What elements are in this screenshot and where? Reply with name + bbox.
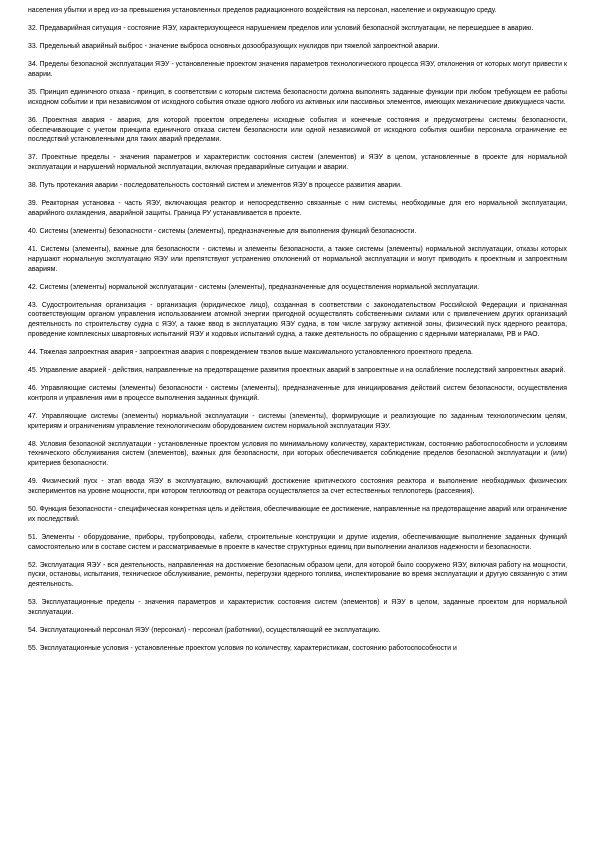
paragraph-continuation: населения убытки и вред из-за превышения установленных пределов радиационного воздействия на персонал, население и окружающую среду. [28,7,497,14]
definition-47: 47. Управляющие системы (элементы) нормальной эксплуатации - системы (элементы), формирующие и реализующие по заданным технологическим целям, критериям и ограничениям управление технологическим оборудованием систем нормальной эксплуатации ЯЭУ. [28,412,567,430]
definition-36: 36. Проектная авария - авария, для которой проектом определены исходные события и конечные состояния и предусмотрены системы безопасности, обеспечивающие с учетом принципа единичного отказа систем безопасности или одной независимой от исходного события ошибки персонала ограничение ее последствий установленными для таких аварий пределами. [28,116,567,144]
definition-33: 33. Предельный аварийный выброс - значение выброса основных дозообразующих нуклидов при тяжелой запроектной аварии. [28,43,440,51]
definition-38: 38. Путь протекания аварии - последовательность состояний систем и элементов ЯЭУ в процессе развития аварии. [28,182,402,190]
definition-48: 48. Условия безопасной эксплуатации - установленные проектом условия по минимальному количеству, характеристикам, состоянию работоспособности и условиям технического обслуживания систем (элементов), важных для безопасности, при которых обеспечивается соблюдение пределов безопасной эксплуатации и (или) критериев безопасности. [28,440,567,468]
definition-34: 34. Пределы безопасной эксплуатации ЯЭУ - установленные проектом значения параметров технологического процесса ЯЭУ, отклонения от которых могут привести к аварии. [28,61,567,78]
definition-40: 40. Системы (элементы) безопасности - системы (элементы), предназначенные для выполнения функций безопасности. [28,228,417,236]
definition-37: 37. Проектные пределы - значения параметров и характеристик состояния систем (элементов) и ЯЭУ в целом, установленные в проекте для нормальной эксплуатации и нарушений нормальной эксплуатации, включая предаварийные ситуации и аварии. [28,154,567,172]
definition-41: 41. Системы (элементы), важные для безопасности - системы и элементы безопасности, а также системы (элементы) нормальной эксплуатации, отказы которых нарушают нормальную эксплуатацию ЯЭУ или препятствуют устранению отклонений от нормальной эксплуатации и могут приводить к проектным и запроектным авариям. [28,246,567,273]
definition-43: 43. Судостроительная организация - организация (юридическое лицо), созданная в соответствии с законодательством Российской Федерации и признанная соответствующим органом управления использованием атомной энергии пригодной осуществлять собственными силами или с привлечением других организаций деятельность по строительству судна с ЯЭУ, а также ввод в эксплуатацию ЯЭУ судна, в том числе загрузку активной зоны, физический пуск ядерного реактора, проведение комплексных швартовных испытаний ЯЭУ и ходовых испытаний судна, а также деятельность по обращению с ядерными материалами, РВ и РАО. [28,301,567,338]
definition-46: 46. Управляющие системы (элементы) безопасности - системы (элементы), предназначенные для инициирования действий систем безопасности, осуществления контроля и управления ими в процессе выполнения заданных функций. [28,385,567,402]
definition-50: 50. Функция безопасности - специфическая конкретная цель и действия, обеспечивающие ее достижение, направленные на предотвращение аварий или ограничение их последствий. [28,506,567,523]
definition-53: 53. Эксплуатационные пределы - значения параметров и характеристик состояния систем (элементов) и ЯЭУ в целом, заданные проектом для нормальной эксплуатации. [28,599,567,616]
definition-45: 45. Управление аварией - действия, направленные на предотвращение развития проектных аварий в запроектные и на ослабление последствий запроектных аварий. [28,367,566,375]
definition-39: 39. Реакторная установка - часть ЯЭУ, включающая реактор и непосредственно связанные с ним системы, необходимые для его нормальной эксплуатации, аварийного охлаждения, аварийной защиты. Граница РУ устанавливается в проекте. [28,200,567,217]
definition-49: 49. Физический пуск - этап ввода ЯЭУ в эксплуатацию, включающий достижение критического состояния реактора и выполнение необходимых физических экспериментов на уровне мощности, при котором теплоотвод от реактора осуществляется за счет естественных теплопотерь (рассеяния). [28,478,567,495]
definition-54: 54. Эксплуатационный персонал ЯЭУ (персонал) - персонал (работники), осуществляющий ее эксплуатацию. [28,626,381,634]
definition-42: 42. Системы (элементы) нормальной эксплуатации - системы (элементы), предназначенные для осуществления нормальной эксплуатации. [28,283,480,291]
definition-44: 44. Тяжелая запроектная авария - запроектная авария с повреждением твэлов выше максимального установленного проектного предела. [28,348,473,356]
definition-51: 51. Элементы - оборудование, приборы, трубопроводы, кабели, строительные конструкции и другие изделия, обеспечивающие выполнение заданных функций самостоятельно или в составе систем и рассматриваемые в проекте в качестве структурных единиц при выполнении анализов надежности и безопасности. [28,533,567,551]
definition-55: 55. Эксплуатационные условия - установленные проектом условия по количеству, характеристикам, состоянию работоспособности и [28,645,457,653]
definition-32: 32. Предаварийная ситуация - состояние ЯЭУ, характеризующееся нарушением пределов или условий безопасной эксплуатации, не перешедшее в аварию. [28,25,534,33]
definition-35: 35. Принцип единичного отказа - принцип, в соответствии с которым система безопасности должна выполнять заданные функции при любом требующем ее работы исходном событии и при независимом от исходного события отказе одного любого из активных или пассивных элементов, имеющих механические движущиеся части. [28,89,567,106]
definition-52: 52. Эксплуатация ЯЭУ - вся деятельность, направленная на достижение безопасным образом цели, для которой было сооружено ЯЭУ, включая работу на мощности, пуски, остановы, испытания, техническое обслуживание, ремонты, перегрузки ядерного топлива, инспектирование во время эксплуатации и другую связанную с этим деятельность. [28,561,567,589]
